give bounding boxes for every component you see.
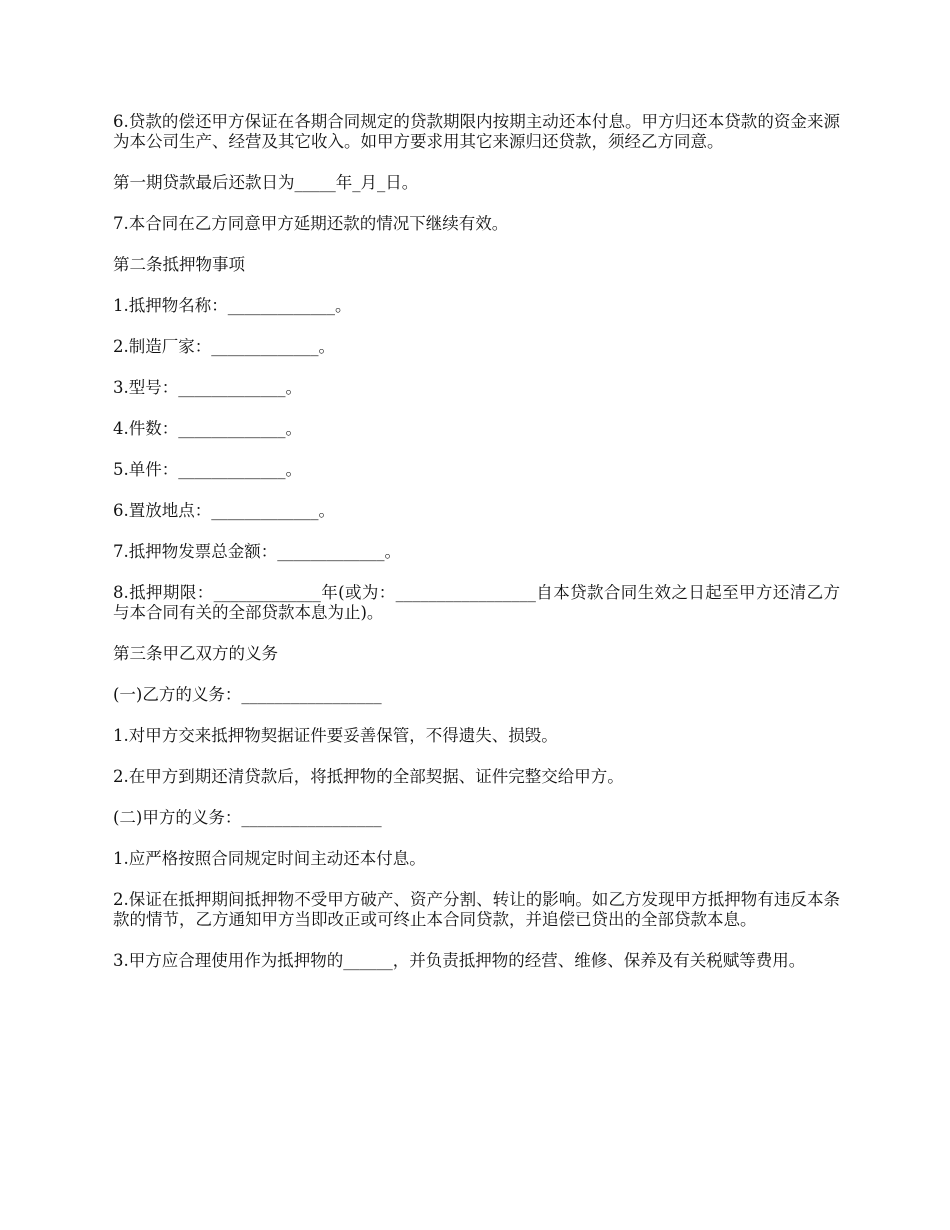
party-b-obligation-1: 1.对甲方交来抵押物契据证件要妥善保管，不得遗失、损毁。 <box>113 726 558 745</box>
collateral-location: 6.置放地点：_____________。 <box>113 501 335 520</box>
collateral-quantity: 4.件数：_____________。 <box>113 419 302 438</box>
collateral-manufacturer: 2.制造厂家：_____________。 <box>113 337 335 356</box>
section-heading-obligations: 第三条甲乙双方的义务 <box>113 644 278 663</box>
party-a-obligation-3: 3.甲方应合理使用作为抵押物的______，并负责抵押物的经营、维修、保养及有关税赋等费用。 <box>113 951 806 970</box>
collateral-term: 8.抵押期限：_____________年(或为：_________________自本贷款合同生效之日起至甲方还清乙方与本合同有关的全部贷款本息为止)。 <box>113 583 840 622</box>
document-page <box>113 112 840 992</box>
party-a-obligations-heading: (二)甲方的义务：_________________ <box>113 808 382 827</box>
clause-6-repayment: 6.贷款的偿还甲方保证在各期合同规定的贷款期限内按期主动还本付息。甲方归还本贷款的资金来源为本公司生产、经营及其它收入。如甲方要求用其它来源归还贷款，须经乙方同意。 <box>113 112 840 151</box>
first-repayment-date: 第一期贷款最后还款日为_____年_月_日。 <box>113 173 419 192</box>
party-b-obligations-heading: (一)乙方的义务：_________________ <box>113 685 382 704</box>
section-heading-collateral: 第二条抵押物事项 <box>113 255 245 274</box>
collateral-model: 3.型号：_____________。 <box>113 378 302 397</box>
party-b-obligation-2: 2.在甲方到期还清贷款后，将抵押物的全部契据、证件完整交给甲方。 <box>113 767 624 786</box>
party-a-obligation-2: 2.保证在抵押期间抵押物不受甲方破产、资产分割、转让的影响。如乙方发现甲方抵押物有违反本条款的情节，乙方通知甲方当即改正或可终止本合同贷款，并追偿已贷出的全部贷款本息。 <box>113 890 840 929</box>
collateral-invoice-amount: 7.抵押物发票总金额：_____________。 <box>113 542 401 561</box>
collateral-unit: 5.单件：_____________。 <box>113 460 302 479</box>
clause-7-validity: 7.本合同在乙方同意甲方延期还款的情况下继续有效。 <box>113 214 509 233</box>
party-a-obligation-1: 1.应严格按照合同规定时间主动还本付息。 <box>113 849 426 868</box>
collateral-name: 1.抵押物名称：_____________。 <box>113 296 352 315</box>
